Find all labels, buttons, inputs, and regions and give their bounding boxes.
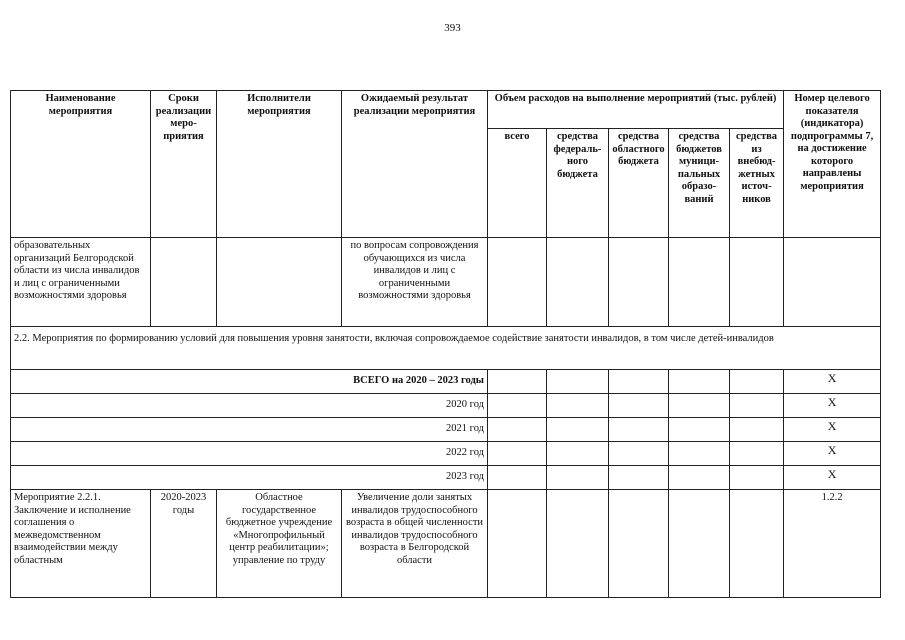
empty-cell [547,370,609,394]
empty-cell [669,418,730,442]
empty-cell [609,418,669,442]
year-indicator: Х [784,442,881,466]
empty-cell [488,418,547,442]
empty-cell [488,466,547,490]
empty-cell [730,370,784,394]
measure-indicator: 1.2.2 [784,490,881,598]
subheader-extrabudget: средства из внебюд-жетных источ-ников [730,129,784,238]
subheader-municipal: средства бюджетов муници-пальных образо-ваний [669,129,730,238]
empty-cell [488,394,547,418]
year-label: 2020 год [11,394,488,418]
continued-name: образовательных организаций Белгородской области из числа инвалидов и лиц с ограниченными возможностями здоровья [11,238,151,327]
empty-cell [669,394,730,418]
empty-cell [669,490,730,598]
empty-cell [730,442,784,466]
empty-cell [730,394,784,418]
measure-period: 2020-2023 годы [151,490,217,598]
empty-cell [609,370,669,394]
header-executors: Исполнители мероприятия [217,91,342,238]
empty-cell [669,238,730,327]
measure-name: Мероприятие 2.2.1. Заключение и исполнение соглашения о межведомственном взаимодействии между областным [11,490,151,598]
empty-cell [730,238,784,327]
measure-executor: Областное государственное бюджетное учреждение «Многопрофильный центр реабилитации»; управление по труду [217,490,342,598]
subheader-regional: средства областного бюджета [609,129,669,238]
empty-cell [730,466,784,490]
empty-cell [488,442,547,466]
total-indicator: Х [784,370,881,394]
subheader-total: всего [488,129,547,238]
empty-cell [488,370,547,394]
header-name: Наименование мероприятия [11,91,151,238]
measures-table [10,90,881,598]
empty-cell [217,238,342,327]
empty-cell [609,394,669,418]
empty-cell [730,490,784,598]
section-title: 2.2. Мероприятия по формированию условий для повышения уровня занятости, включая сопровождаемое содействие занятости инвалидов, в том числе детей-инвалидов [11,327,881,370]
year-indicator: Х [784,418,881,442]
continued-result: по вопросам сопровождения обучающихся из числа инвалидов и лиц с ограниченными возможностями здоровья [342,238,488,327]
empty-cell [730,418,784,442]
empty-cell [669,370,730,394]
year-label: 2021 год [11,418,488,442]
empty-cell [488,490,547,598]
empty-cell [547,394,609,418]
year-indicator: Х [784,466,881,490]
empty-cell [784,238,881,327]
empty-cell [669,466,730,490]
empty-cell [547,238,609,327]
total-label: ВСЕГО на 2020 – 2023 годы [11,370,488,394]
year-label: 2023 год [11,466,488,490]
empty-cell [609,238,669,327]
year-label: 2022 год [11,442,488,466]
page-number: 393 [444,22,461,34]
empty-cell [609,490,669,598]
empty-cell [488,238,547,327]
empty-cell [547,418,609,442]
measure-result: Увеличение доли занятых инвалидов трудоспособного возраста в общей численности инвалидов трудоспособного возраста в Белгородской области [342,490,488,598]
empty-cell [547,466,609,490]
empty-cell [547,442,609,466]
header-result: Ожидаемый результат реализации мероприятия [342,91,488,238]
header-indicator: Номер целевого показателя (индикатора) подпрограммы 7, на достижение которого направлены мероприятия [784,91,881,238]
empty-cell [609,466,669,490]
empty-cell [151,238,217,327]
header-period: Сроки реализации меро-приятия [151,91,217,238]
empty-cell [669,442,730,466]
empty-cell [609,442,669,466]
empty-cell [547,490,609,598]
header-expenses: Объем расходов на выполнение мероприятий (тыс. рублей) [488,91,784,129]
subheader-federal: средства федераль-ного бюджета [547,129,609,238]
year-indicator: Х [784,394,881,418]
